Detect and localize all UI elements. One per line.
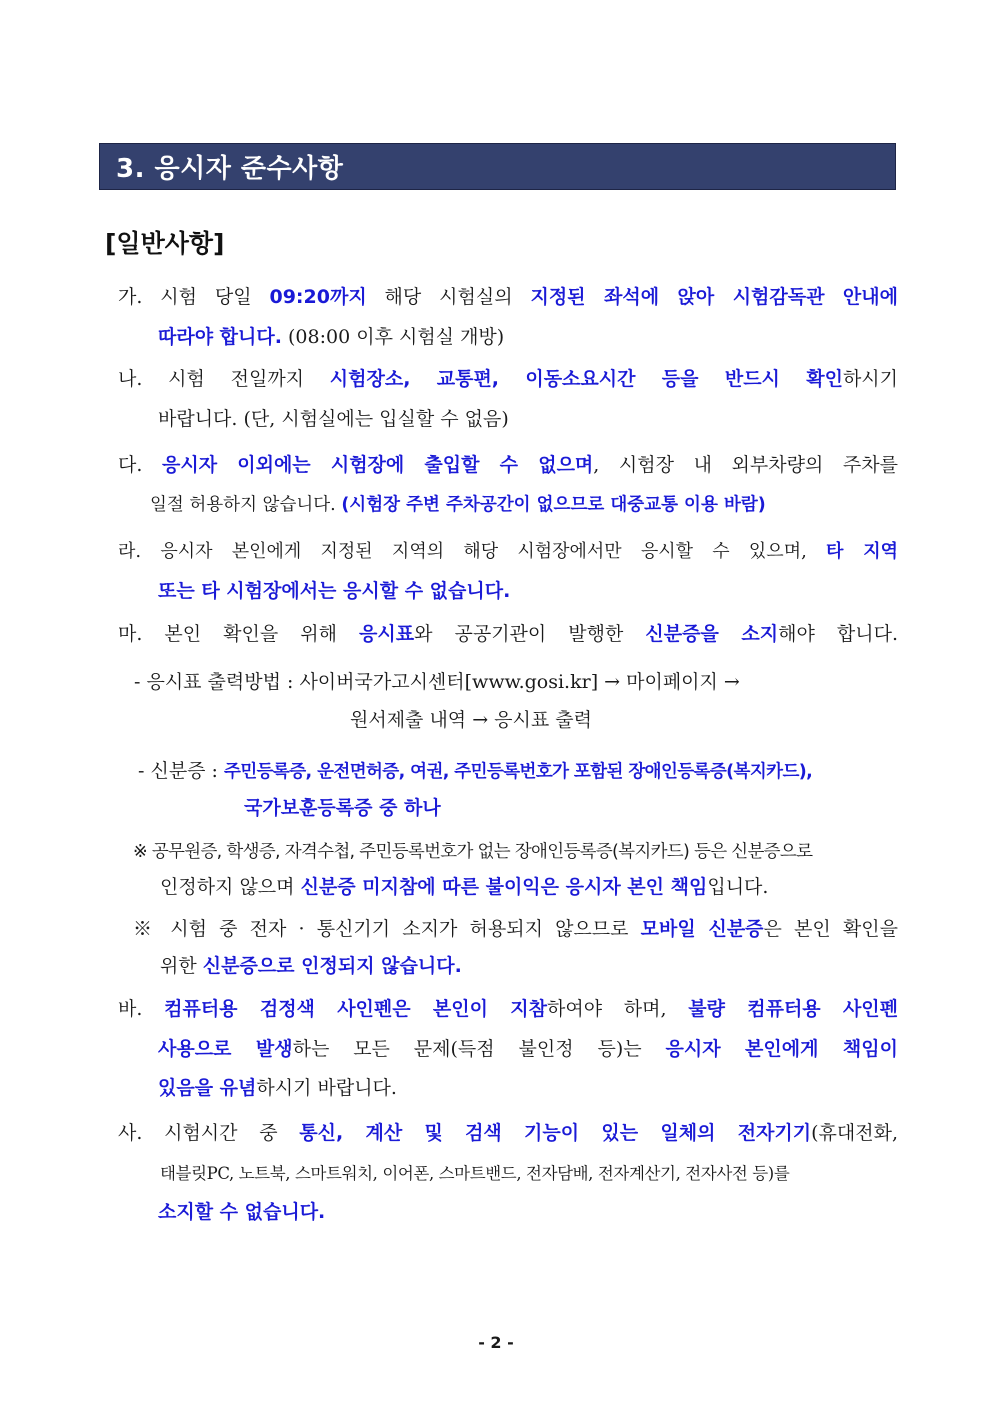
item-ma-line-1: 마. 본인 확인을 위해 응시표와 공공기관이 발행한 신분증을 소지해야 합니다. [118, 623, 898, 645]
note-2-line-2: 위한 신분증으로 인정되지 않습니다. [160, 955, 462, 977]
subheading: [일반사항] [105, 229, 225, 258]
item-ra-line-1: 라. 응시자 본인에게 지정된 지역의 해당 시험장에서만 응시할 수 있으며, 타 지역 [118, 541, 898, 562]
ticket-print-line-2: 원서제출 내역 → 응시표 출력 [350, 709, 592, 731]
item-ga [118, 278, 898, 357]
note-2-line-1: ※ 시험 중 전자 · 통신기기 소지가 허용되지 않으므로 모바일 신분증은 본인 확인을 [133, 918, 898, 940]
id-card-line-1: - 신분증 : 주민등록증, 운전면허증, 여권, 주민등록번호가 포함된 장애인등록증(복지카드), [138, 760, 813, 782]
item-na [118, 360, 898, 439]
note-1-line-1: ※ 공무원증, 학생증, 자격수첩, 주민등록번호가 없는 장애인등록증(복지카드) 등은 신분증으로 [133, 842, 813, 862]
item-ba-line-1: 바. 컴퓨터용 검정색 사인펜은 본인이 지참하여야 하며, 불량 컴퓨터용 사인펜 [118, 998, 898, 1020]
section-title-bar [99, 143, 896, 190]
item-na-line-2: 바랍니다. (단, 시험실에는 입실할 수 없음) [158, 407, 509, 430]
item-sa-line-3: 소지할 수 없습니다. [158, 1201, 326, 1223]
item-ba-line-3: 있음을 유념하시기 바랍니다. [158, 1077, 397, 1099]
item-sa [118, 1114, 898, 1233]
item-sa-line-2: 태블릿PC, 노트북, 스마트워치, 이어폰, 스마트밴드, 전자담배, 전자계산기, 전자사전 등)를 [160, 1163, 790, 1183]
item-da-line-1: 다. 응시자 이외에는 시험장에 출입할 수 없으며, 시험장 내 외부차량의 주차를 [118, 454, 898, 476]
note-1-line-2: 인정하지 않으며 신분증 미지참에 따른 불이익은 응시자 본인 책임입니다. [160, 876, 769, 898]
item-sa-line-1: 사. 시험시간 중 통신, 계산 및 검색 기능이 있는 일체의 전자기기(휴대전화, [118, 1122, 898, 1144]
item-ba-line-2: 사용으로 발생하는 모든 문제(득점 불인정 등)는 응시자 본인에게 책임이 [158, 1037, 898, 1060]
item-ba [118, 990, 898, 1109]
item-ga-line-1: 가. 시험 당일 09:20까지 해당 시험실의 지정된 좌석에 앉아 시험감독관 안내에 [118, 286, 898, 308]
id-card-line-2: 국가보훈등록증 중 하나 [244, 797, 441, 819]
item-ma [118, 615, 898, 655]
item-da [118, 446, 898, 525]
item-na-line-1: 나. 시험 전일까지 시험장소, 교통편, 이동소요시간 등을 반드시 확인하시기 [118, 368, 898, 390]
section-title: 3. 응시자 준수사항 [116, 154, 344, 184]
page-number: - 2 - [478, 1333, 514, 1352]
item-da-line-2: 일절 허용하지 않습니다. (시험장 주변 주차공간이 없으므로 대중교통 이용 바람) [150, 494, 766, 515]
ticket-print-line-1: - 응시표 출력방법 : 사이버국가고시센터[www.gosi.kr] → 마이페이지 → [134, 671, 740, 693]
item-ga-line-2: 따라야 합니다. (08:00 이후 시험실 개방) [158, 325, 505, 348]
item-ra-line-2: 또는 타 시험장에서는 응시할 수 없습니다. [158, 579, 511, 602]
item-ra [118, 532, 898, 611]
